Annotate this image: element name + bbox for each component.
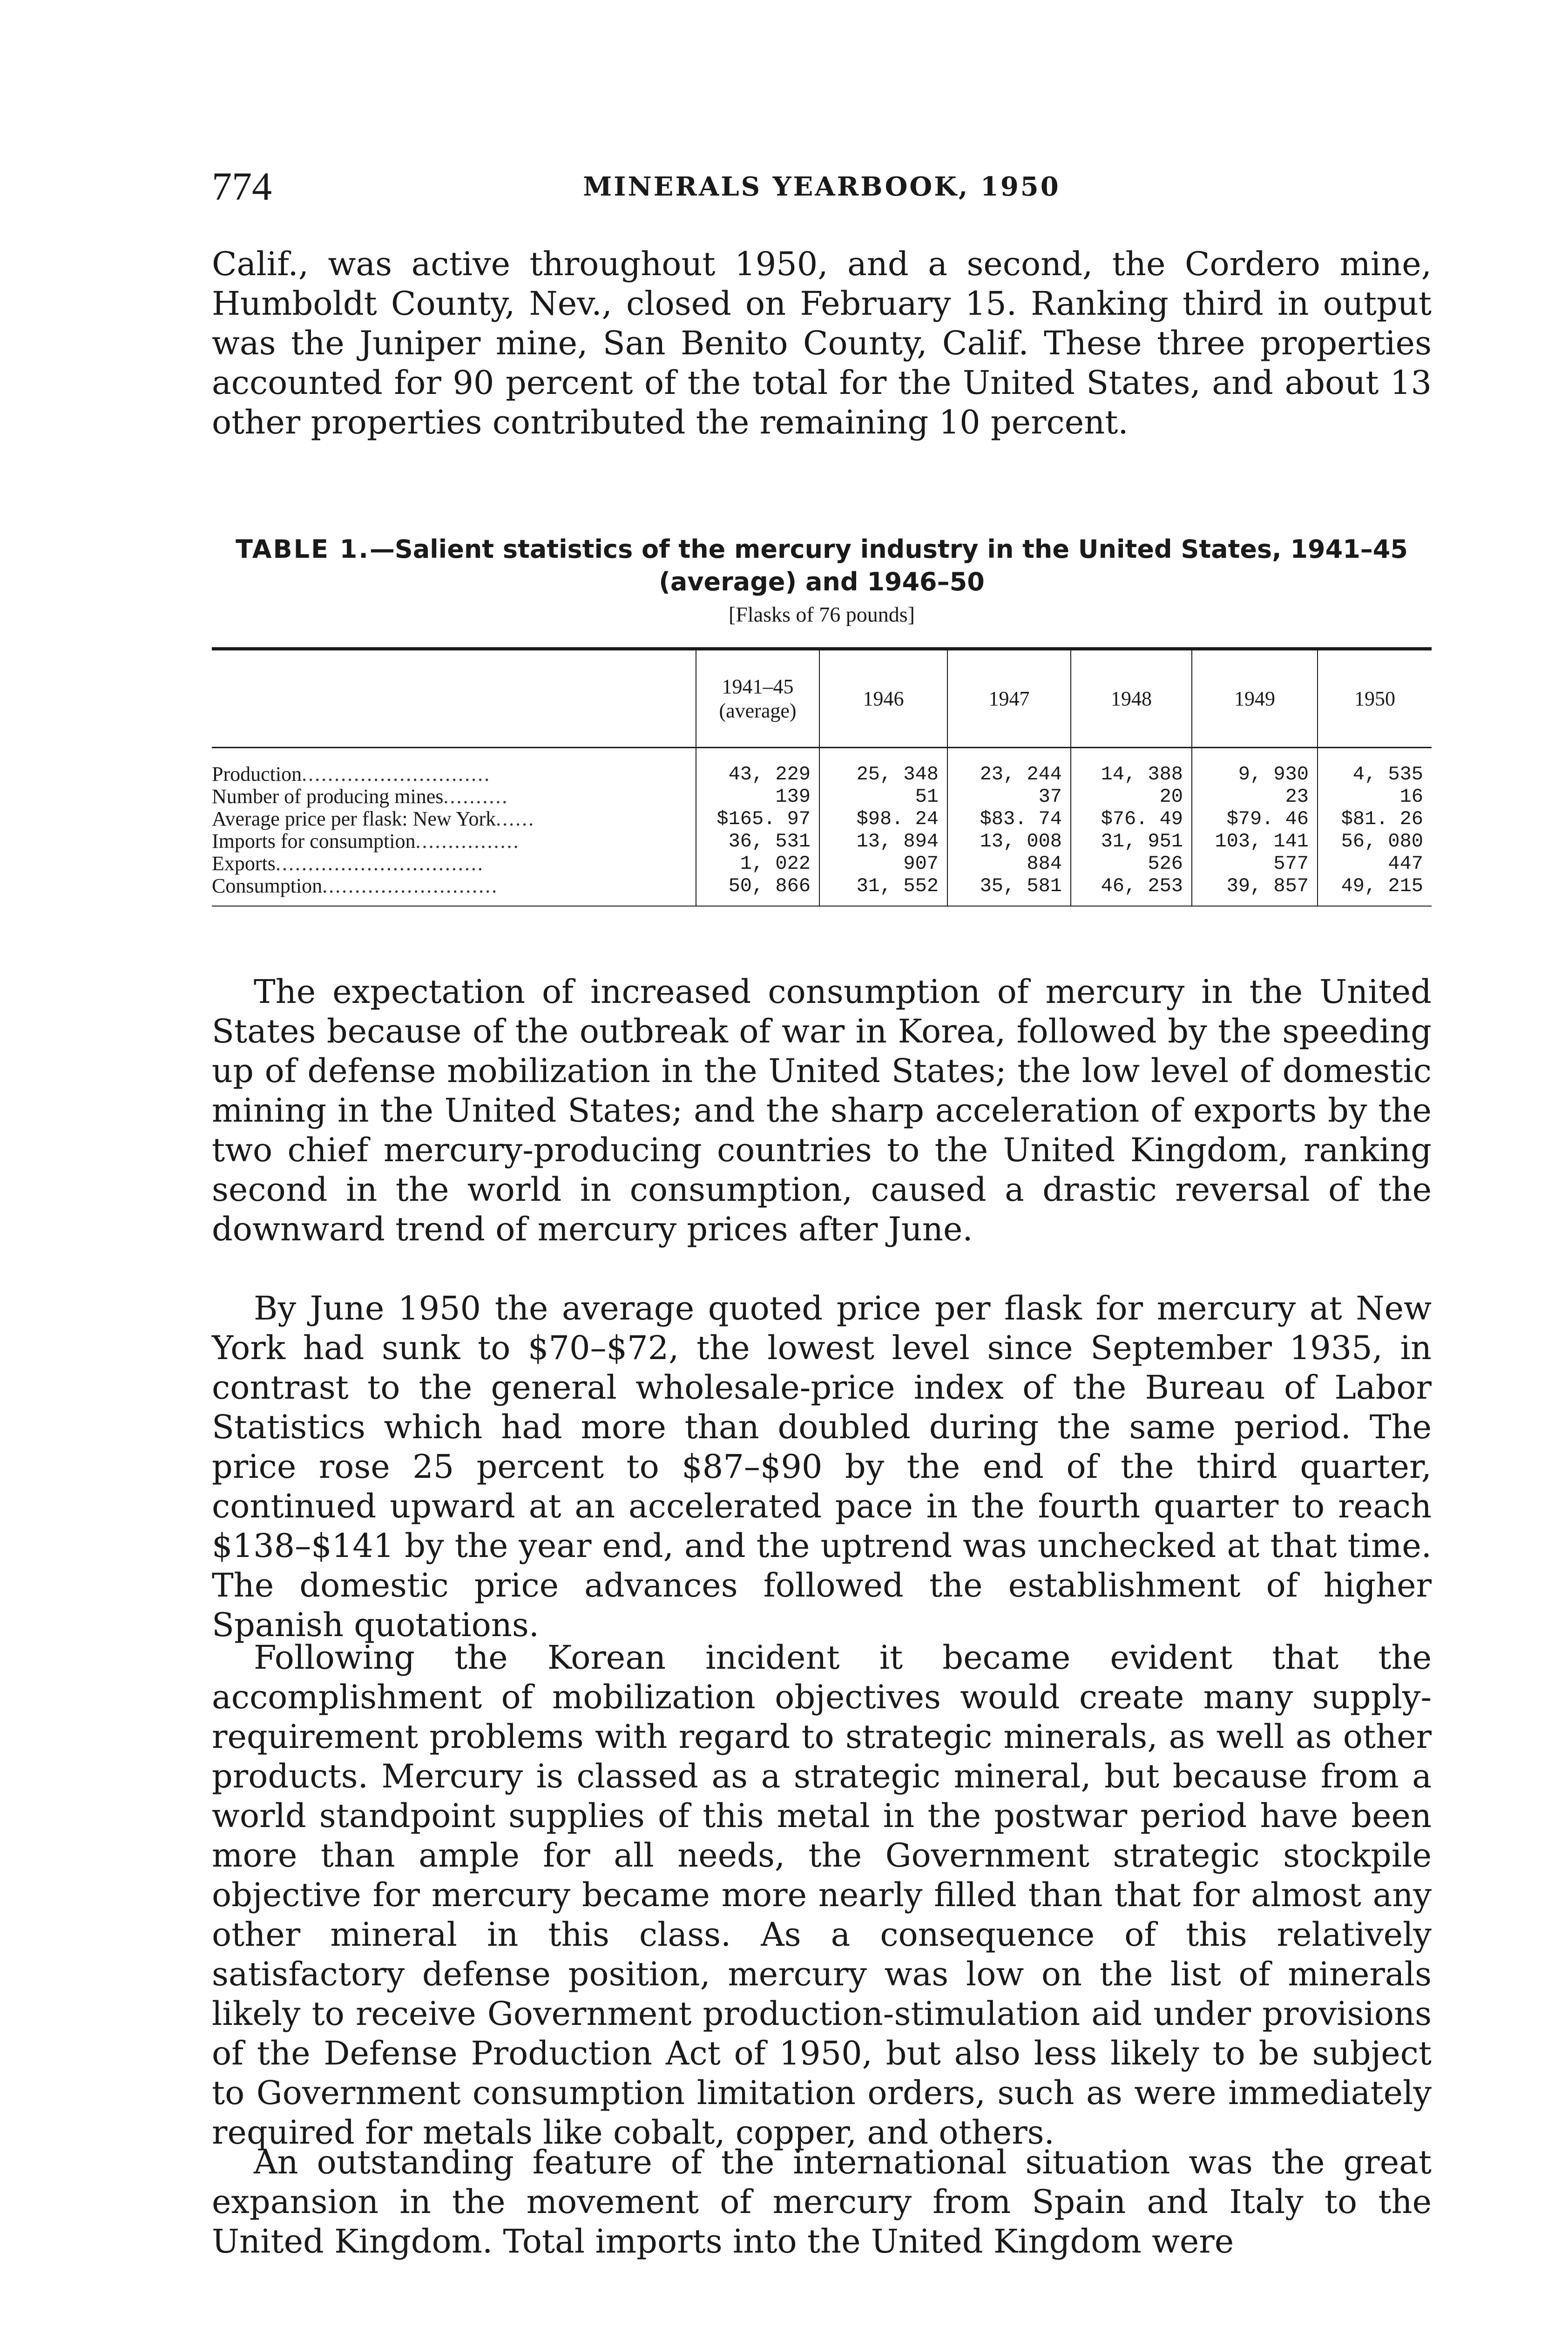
row-label bbox=[212, 875, 696, 906]
table-cell: $165. 97 bbox=[696, 808, 819, 830]
table-cell: 9, 930 bbox=[1192, 748, 1318, 786]
table-cell: 907 bbox=[819, 853, 947, 875]
table-cell: $81. 26 bbox=[1318, 808, 1432, 830]
leader-dots: ............................. bbox=[302, 763, 491, 785]
table-caption bbox=[212, 533, 1432, 598]
leader-dots: .......... bbox=[443, 785, 509, 808]
table-cell: 36, 531 bbox=[696, 830, 819, 853]
salient-statistics-table-wrapper bbox=[212, 647, 1432, 907]
table-column-header: 1941–45 (average) bbox=[696, 649, 819, 748]
table-column-header: 1948 bbox=[1071, 649, 1192, 748]
table-caption-text: —Salient statistics of the mercury industry in the United States, 1941–45 (average) and 1946–50 bbox=[369, 535, 1408, 596]
table-cell: 56, 080 bbox=[1318, 830, 1432, 853]
table-cell: 103, 141 bbox=[1192, 830, 1318, 853]
row-label bbox=[212, 830, 696, 853]
table-cell: 4, 535 bbox=[1318, 748, 1432, 786]
table-row bbox=[212, 748, 1432, 786]
table-row bbox=[212, 875, 1432, 906]
table-cell: $83. 74 bbox=[947, 808, 1071, 830]
table-cell: $98. 24 bbox=[819, 808, 947, 830]
page-number: 774 bbox=[212, 164, 272, 209]
table-cell: 49, 215 bbox=[1318, 875, 1432, 906]
row-label bbox=[212, 808, 696, 830]
running-title: MINERALS YEARBOOK, 1950 bbox=[583, 171, 1061, 202]
leader-dots: ...... bbox=[496, 807, 535, 830]
table-column-header: 1950 bbox=[1318, 649, 1432, 748]
table-cell: 16 bbox=[1318, 785, 1432, 808]
body-paragraph: By June 1950 the average quoted price per flask for mercury at New York had sunk to $70–$72, the lowest level since September 1935, in contrast to the general wholesale-price index of the Bureau of Labor Statistics which had more than doubled during the same period. The price rose 25 percent to $87–$90 by the end of the third quarter, continued upward at an accelerated pace in the fourth quarter to reach $138–$141 by the year end, and the uptrend was unchecked at that time. The domestic price advances followed the establishment of higher Spanish quotations. bbox=[212, 1289, 1432, 1644]
leader-dots: ........................... bbox=[322, 874, 499, 897]
table-row bbox=[212, 808, 1432, 830]
table-cell: 884 bbox=[947, 853, 1071, 875]
table-cell: 23, 244 bbox=[947, 748, 1071, 786]
row-label-text: Production bbox=[212, 763, 302, 785]
table-cell: 526 bbox=[1071, 853, 1192, 875]
table-row bbox=[212, 830, 1432, 853]
leader-dots: ................................ bbox=[275, 852, 484, 875]
table-cell: 51 bbox=[819, 785, 947, 808]
intro-paragraph: Calif., was active throughout 1950, and a second, the Cordero mine, Humboldt County, Nev., closed on February 15. Ranking third in output was the Juniper mine, San Benito County, Calif. These three properties accounted for 90 percent of the total for the United States, and about 13 other properties contributed the remaining 10 percent. bbox=[212, 245, 1432, 441]
table-row bbox=[212, 785, 1432, 808]
table-cell: 14, 388 bbox=[1071, 748, 1192, 786]
table-column-header: 1946 bbox=[819, 649, 947, 748]
table-cell: 43, 229 bbox=[696, 748, 819, 786]
table-cell: $79. 46 bbox=[1192, 808, 1318, 830]
table-column-header: 1947 bbox=[947, 649, 1071, 748]
table-cell: 447 bbox=[1318, 853, 1432, 875]
table-header-label bbox=[212, 649, 696, 748]
table-caption-lead: TABLE 1. bbox=[236, 535, 370, 564]
row-label bbox=[212, 785, 696, 808]
table-header-row bbox=[212, 649, 1432, 748]
table-cell: 20 bbox=[1071, 785, 1192, 808]
table-cell: 35, 581 bbox=[947, 875, 1071, 906]
body-paragraph: The expectation of increased consumption of mercury in the United States because of the outbreak of war in Korea, followed by the speeding up of defense mobilization in the United States; the low level of domestic mining in the United States; and the sharp acceleration of exports by the two chief mercury-producing countries to the United Kingdom, ranking second in the world in consumption, caused a drastic reversal of the downward trend of mercury prices after June. bbox=[212, 973, 1432, 1248]
table-column-header: 1949 bbox=[1192, 649, 1318, 748]
table-cell: 13, 894 bbox=[819, 830, 947, 853]
row-label-text: Consumption bbox=[212, 874, 323, 897]
row-label bbox=[212, 748, 696, 786]
table-cell: 37 bbox=[947, 785, 1071, 808]
table-units-note: [Flasks of 76 pounds] bbox=[729, 602, 915, 626]
table-cell: $76. 49 bbox=[1071, 808, 1192, 830]
leader-dots: ................ bbox=[415, 830, 520, 853]
row-label-text: Number of producing mines bbox=[212, 785, 444, 808]
row-label-text: Average price per flask: New York bbox=[212, 807, 496, 830]
table-cell: 13, 008 bbox=[947, 830, 1071, 853]
table-cell: 577 bbox=[1192, 853, 1318, 875]
table-cell: 23 bbox=[1192, 785, 1318, 808]
page-header bbox=[212, 163, 1432, 214]
row-label-text: Exports bbox=[212, 852, 276, 875]
table-cell: 46, 253 bbox=[1071, 875, 1192, 906]
salient-statistics-table bbox=[212, 647, 1432, 907]
body-paragraph: Following the Korean incident it became evident that the accomplishment of mobilization objectives would create many supply-requirement problems with regard to strategic minerals, as well as other products. Mercury is classed as a strategic mineral, but because from a world standpoint supplies of this metal in the postwar period have been more than ample for all needs, the Government strategic stockpile objective for mercury became more nearly filled than that for almost any other mineral in this class. As a consequence of this relatively satisfactory defense position, mercury was low on the list of minerals likely to receive Government production-stimulation aid under provisions of the Defense Production Act of 1950, but also less likely to be subject to Government consumption limitation orders, such as were immediately required for metals like cobalt, copper, and others. bbox=[212, 1638, 1432, 2152]
table-cell: 1, 022 bbox=[696, 853, 819, 875]
row-label bbox=[212, 853, 696, 875]
table-cell: 39, 857 bbox=[1192, 875, 1318, 906]
row-label-text: Imports for consumption bbox=[212, 830, 416, 853]
table-cell: 31, 951 bbox=[1071, 830, 1192, 853]
table-cell: 31, 552 bbox=[819, 875, 947, 906]
table-cell: 50, 866 bbox=[696, 875, 819, 906]
table-cell: 139 bbox=[696, 785, 819, 808]
body-paragraph: An outstanding feature of the international situation was the great expansion in the movement of mercury from Spain and Italy to the United Kingdom. Total imports into the United Kingdom were bbox=[212, 2143, 1432, 2260]
table-cell: 25, 348 bbox=[819, 748, 947, 786]
table-row bbox=[212, 853, 1432, 875]
